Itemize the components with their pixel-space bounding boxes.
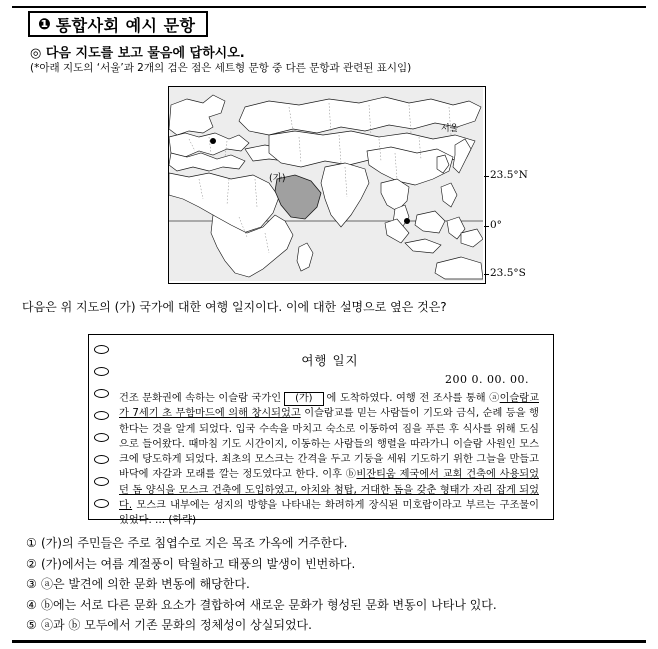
diary-underlined-1: 이슬람교가 7세기 초 무함마드에 의해 창시되었고 <box>119 393 539 420</box>
spiral-ring-icon <box>94 499 109 508</box>
map-label-highlighted-country: (가) <box>269 173 286 184</box>
answer-choice-2[interactable] <box>26 554 636 575</box>
diary-text-part-4: 모스크 내부에는 성지의 방향을 나타내는 화려하게 장식된 미호랍이라고 부르는 구조물이 있었다. … (하략) <box>119 500 539 527</box>
choice-number-5: ⑤ <box>26 618 37 632</box>
answer-choice-5[interactable] <box>26 615 636 636</box>
spiral-ring-icon <box>94 455 109 464</box>
lat-tick-equator <box>484 226 489 227</box>
diary-date: 200 0. 00. 00. <box>445 373 529 386</box>
map-label-seoul: 서울 <box>441 124 459 134</box>
spiral-ring-icon <box>94 367 109 376</box>
choice-number-4: ④ <box>26 597 37 612</box>
diary-blank-box: (가) <box>284 392 323 406</box>
instruction-line: ◎ 다음 지도를 보고 물음에 답하시오. <box>30 46 245 61</box>
notebook-spiral-binding <box>89 335 115 519</box>
diary-text-part-2: 에 도착하였다. 여행 전 조사를 통해 <box>326 393 486 404</box>
diary-title: 여행 일지 <box>301 353 359 368</box>
world-map-svg <box>169 87 483 281</box>
page-bottom-rule <box>12 640 646 643</box>
question-stem: 다음은 위 지도의 (가) 국가에 대한 여행 일지이다. 이에 대한 설명으로 옆은 것은? <box>22 300 447 314</box>
lat-tick-north <box>484 176 489 177</box>
answer-choice-1[interactable] <box>26 533 636 554</box>
lat-label-north: 23.5°N <box>490 169 528 181</box>
choice-text-1: (가)의 주민들은 주로 침엽수로 지은 목조 가옥에 거주한다. <box>41 536 348 550</box>
spiral-ring-icon <box>94 477 109 486</box>
page-title: 통합사회 예시 문항 <box>55 15 196 35</box>
lat-label-equator: 0° <box>490 219 502 231</box>
section-title-box <box>28 11 208 37</box>
diary-marker-1: ⓐ <box>489 393 500 404</box>
section-number-badge: ❶ <box>38 14 51 33</box>
choice-text-3: ⓐ은 발견에 의한 문화 변동에 해당한다. <box>41 577 250 591</box>
diary-marker-2: ⓑ <box>345 469 357 481</box>
world-map-frame <box>168 86 486 284</box>
spiral-ring-icon <box>94 345 109 354</box>
lat-tick-south <box>484 274 489 275</box>
diary-underlined-2: 비잔티움 제국에서 교회 건축에 사용되었던 돔 양식을 모스크 건축에 도입하였고, 아치와 첨탑, 거대한 돔을 갖춘 형태가 자리 잡게 되었다. <box>119 469 539 512</box>
choice-number-3: ③ <box>26 577 37 591</box>
diary-content <box>115 339 545 527</box>
answer-choice-3[interactable] <box>26 574 636 595</box>
answer-choice-list <box>26 533 636 636</box>
travel-diary-box <box>88 334 554 527</box>
choice-text-2: (가)에서는 여름 계절풍이 탁월하고 태풍의 발생이 빈번하다. <box>41 556 356 571</box>
answer-choice-4[interactable] <box>26 595 636 616</box>
spiral-ring-icon <box>94 411 109 420</box>
choice-number-1: ① <box>26 536 37 550</box>
spiral-ring-icon <box>94 389 109 398</box>
lat-label-south: 23.5°S <box>490 267 526 279</box>
page-top-rule <box>12 6 646 8</box>
instruction-note: (*아래 지도의 ‘서울’과 2개의 검은 점은 세트형 문항 중 다른 문항과 관련된 표시임) <box>30 62 412 74</box>
map-point-marker-2 <box>404 218 410 224</box>
choice-text-5: ⓐ과 ⓑ 모두에서 기존 문화의 정체성이 상실되었다. <box>41 618 312 632</box>
map-point-marker-1 <box>210 138 216 144</box>
spiral-ring-icon <box>94 433 109 442</box>
diary-body-text <box>119 391 539 529</box>
choice-number-2: ② <box>26 556 37 571</box>
choice-text-4: ⓑ에는 서로 다른 문화 요소가 결합하여 새로운 문화가 형성된 문화 변동이 나타나 있다. <box>41 597 497 612</box>
diary-text-part-1: 건조 문화권에 속하는 이슬람 국가인 <box>119 393 282 404</box>
diary-text-part-3: 이슬람교를 믿는 사람들이 기도와 금식, 순례 등을 행한다는 것을 알게 되었다. 입국 수속을 마치고 숙소로 이동하여 짐을 푸른 후 식사를 위해 도심으로 들어왔다. 때마침 기도 시간이지, 이동하는 사람들의 행렬을 따라가니 이슬람 사원인 모스크에 당도하게 되었다. 최초의 모스크는 간격을 두고 기둥을 세워 기도하기 위한 그늘을 만들고 바닥에 자갈과 모래를 깔는 정도였다고 한다. 이후 <box>119 408 539 481</box>
